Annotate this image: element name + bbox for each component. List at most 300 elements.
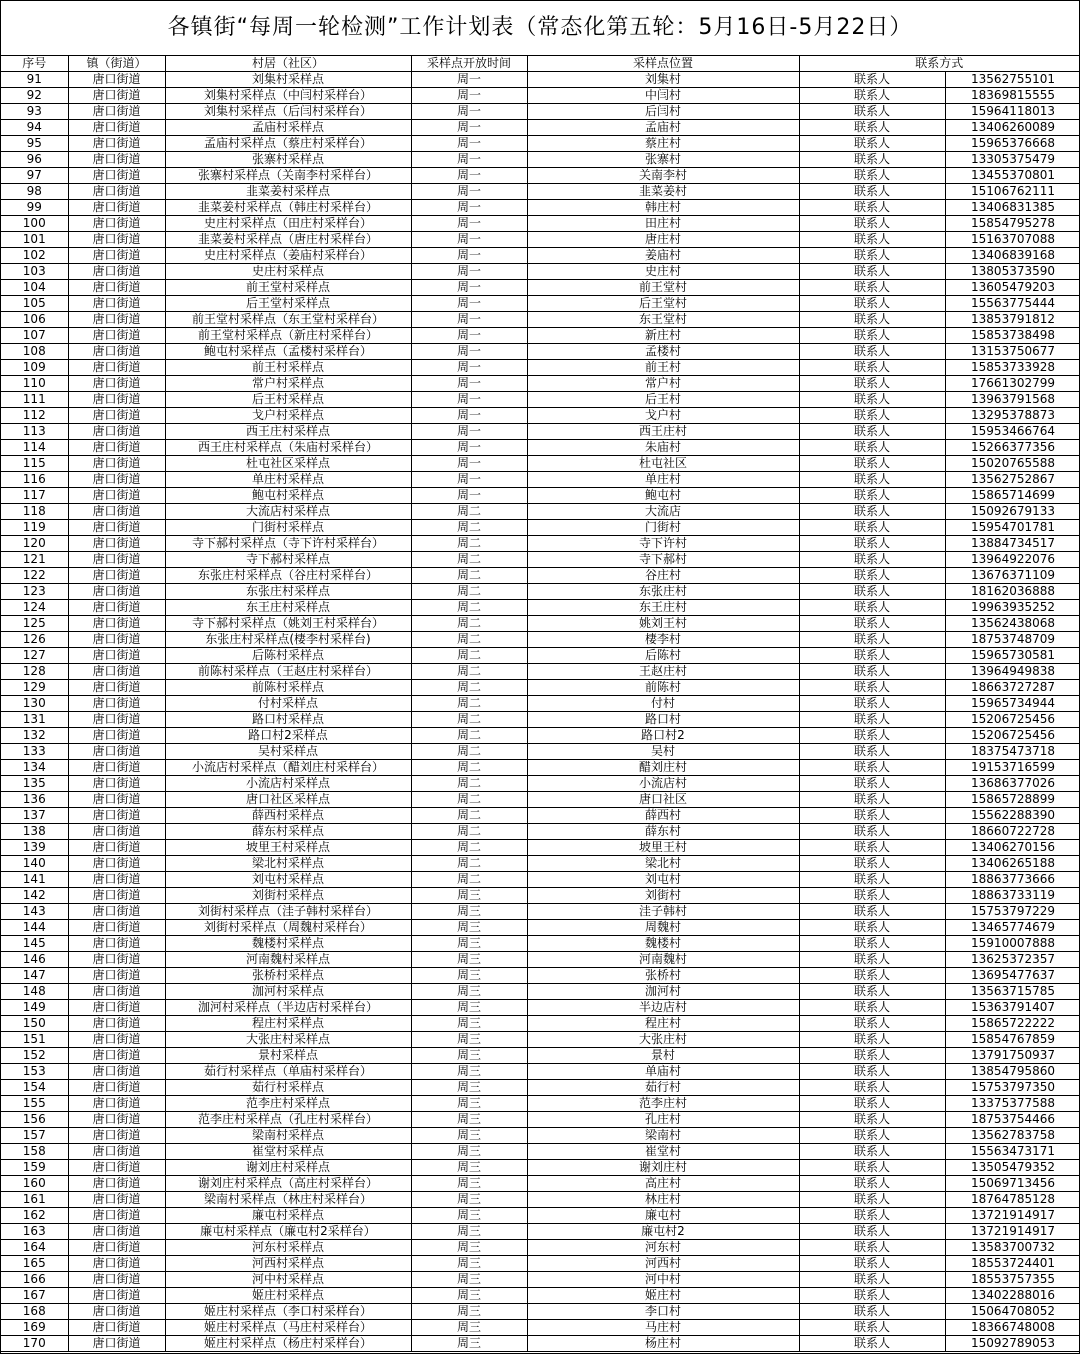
cell-village: 单庄村采样点 <box>165 472 411 488</box>
cell-village: 后王堂村采样点 <box>165 296 411 312</box>
cell-location: 后闫村 <box>527 104 799 120</box>
cell-village: 刘集村采样点 <box>165 72 411 88</box>
cell-location: 常户村 <box>527 376 799 392</box>
cell-village: 史庄村采样点 <box>165 264 411 280</box>
cell-village: 史庄村采样点（姜庙村采样台） <box>165 248 411 264</box>
cell-seq: 119 <box>1 520 68 536</box>
cell-contact: 联系人 <box>799 1144 945 1160</box>
table-row <box>1 808 1079 824</box>
cell-location: 刘街村 <box>527 888 799 904</box>
cell-village: 魏楼村采样点 <box>165 936 411 952</box>
cell-phone: 15092679133 <box>945 504 1079 520</box>
cell-time: 周二 <box>411 536 527 552</box>
table-row <box>1 872 1079 888</box>
cell-contact: 联系人 <box>799 1128 945 1144</box>
table-row <box>1 536 1079 552</box>
cell-time: 周三 <box>411 1048 527 1064</box>
cell-village: 坡里王村采样点 <box>165 840 411 856</box>
cell-time: 周一 <box>411 296 527 312</box>
cell-seq: 106 <box>1 312 68 328</box>
cell-phone: 18753754466 <box>945 1112 1079 1128</box>
cell-town: 唐口街道 <box>68 872 165 888</box>
table-row <box>1 1032 1079 1048</box>
cell-seq: 135 <box>1 776 68 792</box>
table-row <box>1 184 1079 200</box>
cell-time: 周三 <box>411 1080 527 1096</box>
cell-time: 周二 <box>411 504 527 520</box>
cell-contact: 联系人 <box>799 328 945 344</box>
cell-time: 周二 <box>411 648 527 664</box>
cell-village: 西王庄村采样点 <box>165 424 411 440</box>
table-row <box>1 104 1079 120</box>
cell-location: 付村 <box>527 696 799 712</box>
cell-time: 周三 <box>411 1224 527 1240</box>
cell-village: 吴村采样点 <box>165 744 411 760</box>
cell-village: 孟庙村采样点 <box>165 120 411 136</box>
cell-town: 唐口街道 <box>68 152 165 168</box>
cell-phone: 13625372357 <box>945 952 1079 968</box>
cell-location: 后王村 <box>527 392 799 408</box>
table-row <box>1 1112 1079 1128</box>
table-row <box>1 440 1079 456</box>
table-row <box>1 1288 1079 1304</box>
cell-time: 周一 <box>411 360 527 376</box>
table-row <box>1 904 1079 920</box>
cell-contact: 联系人 <box>799 584 945 600</box>
cell-time: 周一 <box>411 72 527 88</box>
cell-phone: 13583700732 <box>945 1240 1079 1256</box>
cell-contact: 联系人 <box>799 920 945 936</box>
cell-location: 张桥村 <box>527 968 799 984</box>
table-row <box>1 72 1079 88</box>
cell-village: 茹行村采样点（单庙村采样台） <box>165 1064 411 1080</box>
cell-village: 韭菜姜村采样点 <box>165 184 411 200</box>
cell-village: 河南魏村采样点 <box>165 952 411 968</box>
table-row <box>1 1160 1079 1176</box>
header-row <box>1 56 1079 72</box>
cell-seq: 165 <box>1 1256 68 1272</box>
cell-time: 周一 <box>411 88 527 104</box>
cell-seq: 156 <box>1 1112 68 1128</box>
cell-village: 大流店村采样点 <box>165 504 411 520</box>
cell-seq: 170 <box>1 1336 68 1352</box>
cell-time: 周三 <box>411 1176 527 1192</box>
cell-location: 寺下许村 <box>527 536 799 552</box>
cell-time: 周三 <box>411 1064 527 1080</box>
cell-seq: 144 <box>1 920 68 936</box>
cell-seq: 110 <box>1 376 68 392</box>
cell-contact: 联系人 <box>799 984 945 1000</box>
cell-location: 东张庄村 <box>527 584 799 600</box>
table-row <box>1 1320 1079 1336</box>
cell-seq: 152 <box>1 1048 68 1064</box>
cell-phone: 13805373590 <box>945 264 1079 280</box>
cell-time: 周二 <box>411 744 527 760</box>
cell-contact: 联系人 <box>799 104 945 120</box>
cell-village: 张桥村采样点 <box>165 968 411 984</box>
cell-town: 唐口街道 <box>68 1272 165 1288</box>
cell-time: 周一 <box>411 232 527 248</box>
cell-contact: 联系人 <box>799 1224 945 1240</box>
cell-village: 梁南村采样点（林庄村采样台） <box>165 1192 411 1208</box>
cell-location: 寺下郝村 <box>527 552 799 568</box>
cell-location: 吴村 <box>527 744 799 760</box>
cell-phone: 17661302799 <box>945 376 1079 392</box>
cell-phone: 15964118013 <box>945 104 1079 120</box>
cell-contact: 联系人 <box>799 1288 945 1304</box>
cell-location: 单庙村 <box>527 1064 799 1080</box>
cell-seq: 148 <box>1 984 68 1000</box>
cell-contact: 联系人 <box>799 1272 945 1288</box>
table-row <box>1 136 1079 152</box>
cell-phone: 13791750937 <box>945 1048 1079 1064</box>
table-row <box>1 200 1079 216</box>
cell-time: 周三 <box>411 1144 527 1160</box>
cell-town: 唐口街道 <box>68 1192 165 1208</box>
table-row <box>1 840 1079 856</box>
table-row <box>1 1016 1079 1032</box>
cell-time: 周一 <box>411 248 527 264</box>
cell-phone: 18863773666 <box>945 872 1079 888</box>
table-row <box>1 216 1079 232</box>
cell-contact: 联系人 <box>799 680 945 696</box>
cell-town: 唐口街道 <box>68 328 165 344</box>
cell-contact: 联系人 <box>799 952 945 968</box>
header-town: 镇（街道） <box>68 56 165 72</box>
cell-contact: 联系人 <box>799 1320 945 1336</box>
cell-village: 张寨村采样点（关南李村采样台） <box>165 168 411 184</box>
cell-time: 周三 <box>411 1256 527 1272</box>
cell-contact: 联系人 <box>799 728 945 744</box>
cell-seq: 117 <box>1 488 68 504</box>
cell-location: 中闫村 <box>527 88 799 104</box>
cell-seq: 128 <box>1 664 68 680</box>
cell-time: 周三 <box>411 1000 527 1016</box>
cell-village: 姬庄村采样点（李口村采样台） <box>165 1304 411 1320</box>
cell-time: 周二 <box>411 616 527 632</box>
cell-phone: 13295378873 <box>945 408 1079 424</box>
cell-phone: 19963935252 <box>945 600 1079 616</box>
cell-phone: 13964922076 <box>945 552 1079 568</box>
cell-village: 前王村采样点 <box>165 360 411 376</box>
cell-village: 大张庄村采样点 <box>165 1032 411 1048</box>
cell-time: 周三 <box>411 968 527 984</box>
cell-seq: 96 <box>1 152 68 168</box>
table-row <box>1 408 1079 424</box>
cell-town: 唐口街道 <box>68 424 165 440</box>
cell-contact: 联系人 <box>799 344 945 360</box>
cell-contact: 联系人 <box>799 632 945 648</box>
table-row <box>1 312 1079 328</box>
cell-seq: 158 <box>1 1144 68 1160</box>
cell-location: 谢刘庄村 <box>527 1160 799 1176</box>
cell-time: 周二 <box>411 584 527 600</box>
cell-town: 唐口街道 <box>68 472 165 488</box>
cell-location: 茹行村 <box>527 1080 799 1096</box>
table-row <box>1 1144 1079 1160</box>
cell-time: 周三 <box>411 904 527 920</box>
cell-town: 唐口街道 <box>68 1016 165 1032</box>
cell-contact: 联系人 <box>799 552 945 568</box>
table-row <box>1 680 1079 696</box>
cell-seq: 162 <box>1 1208 68 1224</box>
cell-phone: 13562752867 <box>945 472 1079 488</box>
cell-town: 唐口街道 <box>68 664 165 680</box>
cell-seq: 125 <box>1 616 68 632</box>
cell-contact: 联系人 <box>799 776 945 792</box>
cell-phone: 13562438068 <box>945 616 1079 632</box>
cell-seq: 154 <box>1 1080 68 1096</box>
cell-seq: 166 <box>1 1272 68 1288</box>
table-row <box>1 1272 1079 1288</box>
cell-location: 崔堂村 <box>527 1144 799 1160</box>
cell-time: 周三 <box>411 1096 527 1112</box>
table-row <box>1 232 1079 248</box>
cell-town: 唐口街道 <box>68 936 165 952</box>
cell-phone: 15865722222 <box>945 1016 1079 1032</box>
cell-location: 东王庄村 <box>527 600 799 616</box>
cell-phone: 15865714699 <box>945 488 1079 504</box>
table-row <box>1 328 1079 344</box>
cell-village: 河中村采样点 <box>165 1272 411 1288</box>
cell-town: 唐口街道 <box>68 1048 165 1064</box>
cell-location: 关南李村 <box>527 168 799 184</box>
cell-time: 周三 <box>411 1128 527 1144</box>
cell-village: 刘街村采样点（洼子韩村采样台） <box>165 904 411 920</box>
cell-seq: 141 <box>1 872 68 888</box>
table-row <box>1 984 1079 1000</box>
cell-phone: 13505479352 <box>945 1160 1079 1176</box>
cell-phone: 13695477637 <box>945 968 1079 984</box>
table-row <box>1 760 1079 776</box>
cell-phone: 15106762111 <box>945 184 1079 200</box>
table-row <box>1 168 1079 184</box>
cell-contact: 联系人 <box>799 872 945 888</box>
cell-contact: 联系人 <box>799 1208 945 1224</box>
table-row <box>1 296 1079 312</box>
cell-village: 前陈村采样点 <box>165 680 411 696</box>
cell-phone: 18663727287 <box>945 680 1079 696</box>
cell-seq: 102 <box>1 248 68 264</box>
cell-phone: 15363791407 <box>945 1000 1079 1016</box>
cell-seq: 167 <box>1 1288 68 1304</box>
cell-phone: 13465774679 <box>945 920 1079 936</box>
cell-contact: 联系人 <box>799 296 945 312</box>
cell-seq: 142 <box>1 888 68 904</box>
cell-phone: 18764785128 <box>945 1192 1079 1208</box>
cell-time: 周一 <box>411 184 527 200</box>
cell-time: 周三 <box>411 1032 527 1048</box>
cell-town: 唐口街道 <box>68 744 165 760</box>
cell-seq: 104 <box>1 280 68 296</box>
cell-phone: 18553724401 <box>945 1256 1079 1272</box>
table-row <box>1 248 1079 264</box>
cell-town: 唐口街道 <box>68 392 165 408</box>
cell-town: 唐口街道 <box>68 888 165 904</box>
cell-village: 后陈村采样点 <box>165 648 411 664</box>
cell-seq: 157 <box>1 1128 68 1144</box>
cell-time: 周一 <box>411 152 527 168</box>
cell-town: 唐口街道 <box>68 680 165 696</box>
cell-time: 周三 <box>411 1112 527 1128</box>
cell-phone: 15092789053 <box>945 1336 1079 1352</box>
cell-village: 刘街村采样点 <box>165 888 411 904</box>
cell-time: 周一 <box>411 104 527 120</box>
cell-location: 鲍屯村 <box>527 488 799 504</box>
cell-seq: 143 <box>1 904 68 920</box>
cell-seq: 121 <box>1 552 68 568</box>
cell-village: 前王堂村采样点 <box>165 280 411 296</box>
cell-seq: 169 <box>1 1320 68 1336</box>
cell-town: 唐口街道 <box>68 312 165 328</box>
cell-phone: 13406265188 <box>945 856 1079 872</box>
cell-time: 周二 <box>411 808 527 824</box>
cell-town: 唐口街道 <box>68 488 165 504</box>
cell-village: 常户村采样点 <box>165 376 411 392</box>
cell-time: 周一 <box>411 280 527 296</box>
cell-seq: 136 <box>1 792 68 808</box>
cell-town: 唐口街道 <box>68 904 165 920</box>
cell-time: 周二 <box>411 712 527 728</box>
cell-town: 唐口街道 <box>68 408 165 424</box>
cell-town: 唐口街道 <box>68 1032 165 1048</box>
cell-seq: 147 <box>1 968 68 984</box>
cell-town: 唐口街道 <box>68 648 165 664</box>
cell-contact: 联系人 <box>799 216 945 232</box>
cell-contact: 联系人 <box>799 72 945 88</box>
cell-phone: 13406831385 <box>945 200 1079 216</box>
cell-time: 周二 <box>411 600 527 616</box>
cell-town: 唐口街道 <box>68 1064 165 1080</box>
cell-phone: 15163707088 <box>945 232 1079 248</box>
table-row <box>1 1336 1079 1352</box>
cell-town: 唐口街道 <box>68 1304 165 1320</box>
cell-contact: 联系人 <box>799 888 945 904</box>
cell-time: 周三 <box>411 1208 527 1224</box>
cell-phone: 15853733928 <box>945 360 1079 376</box>
table-row <box>1 824 1079 840</box>
cell-seq: 108 <box>1 344 68 360</box>
cell-town: 唐口街道 <box>68 856 165 872</box>
cell-phone: 13676371109 <box>945 568 1079 584</box>
cell-contact: 联系人 <box>799 600 945 616</box>
cell-village: 梁北村采样点 <box>165 856 411 872</box>
cell-time: 周一 <box>411 344 527 360</box>
table-row <box>1 792 1079 808</box>
cell-location: 孔庄村 <box>527 1112 799 1128</box>
cell-phone: 13721914917 <box>945 1208 1079 1224</box>
cell-contact: 联系人 <box>799 280 945 296</box>
cell-village: 戈户村采样点 <box>165 408 411 424</box>
cell-time: 周二 <box>411 696 527 712</box>
table-row <box>1 424 1079 440</box>
table-row <box>1 648 1079 664</box>
cell-location: 西王庄村 <box>527 424 799 440</box>
table-row <box>1 1192 1079 1208</box>
cell-town: 唐口街道 <box>68 1112 165 1128</box>
cell-village: 前陈村采样点（王赵庄村采样台） <box>165 664 411 680</box>
cell-seq: 109 <box>1 360 68 376</box>
cell-phone: 13455370801 <box>945 168 1079 184</box>
cell-location: 田庄村 <box>527 216 799 232</box>
cell-location: 姜庙村 <box>527 248 799 264</box>
cell-phone: 15562288390 <box>945 808 1079 824</box>
cell-seq: 168 <box>1 1304 68 1320</box>
cell-contact: 联系人 <box>799 840 945 856</box>
cell-contact: 联系人 <box>799 1176 945 1192</box>
cell-time: 周三 <box>411 1160 527 1176</box>
cell-seq: 126 <box>1 632 68 648</box>
cell-time: 周一 <box>411 488 527 504</box>
cell-time: 周三 <box>411 1272 527 1288</box>
cell-seq: 137 <box>1 808 68 824</box>
cell-contact: 联系人 <box>799 760 945 776</box>
cell-contact: 联系人 <box>799 504 945 520</box>
header-seq: 序号 <box>1 56 68 72</box>
cell-contact: 联系人 <box>799 408 945 424</box>
cell-location: 孟楼村 <box>527 344 799 360</box>
cell-seq: 120 <box>1 536 68 552</box>
table-row <box>1 1176 1079 1192</box>
cell-time: 周三 <box>411 936 527 952</box>
cell-village: 范李庄村采样点（孔庄村采样台） <box>165 1112 411 1128</box>
cell-town: 唐口街道 <box>68 264 165 280</box>
cell-contact: 联系人 <box>799 712 945 728</box>
cell-location: 河西村 <box>527 1256 799 1272</box>
cell-town: 唐口街道 <box>68 696 165 712</box>
table-row <box>1 616 1079 632</box>
cell-contact: 联系人 <box>799 376 945 392</box>
cell-location: 半边店村 <box>527 1000 799 1016</box>
cell-location: 谷庄村 <box>527 568 799 584</box>
cell-time: 周一 <box>411 136 527 152</box>
cell-seq: 122 <box>1 568 68 584</box>
cell-seq: 159 <box>1 1160 68 1176</box>
cell-contact: 联系人 <box>799 1064 945 1080</box>
cell-seq: 107 <box>1 328 68 344</box>
cell-phone: 13562783758 <box>945 1128 1079 1144</box>
header-location: 采样点位置 <box>527 56 799 72</box>
table-row <box>1 360 1079 376</box>
table-row <box>1 568 1079 584</box>
cell-town: 唐口街道 <box>68 168 165 184</box>
cell-village: 东张庄村采样点（谷庄村采样台） <box>165 568 411 584</box>
cell-town: 唐口街道 <box>68 520 165 536</box>
cell-location: 门街村 <box>527 520 799 536</box>
cell-phone: 15865728899 <box>945 792 1079 808</box>
cell-time: 周一 <box>411 472 527 488</box>
cell-village: 廉屯村采样点（廉屯村2采样台） <box>165 1224 411 1240</box>
cell-town: 唐口街道 <box>68 920 165 936</box>
cell-contact: 联系人 <box>799 1112 945 1128</box>
table-row <box>1 888 1079 904</box>
cell-contact: 联系人 <box>799 1096 945 1112</box>
cell-seq: 161 <box>1 1192 68 1208</box>
cell-town: 唐口街道 <box>68 616 165 632</box>
cell-seq: 153 <box>1 1064 68 1080</box>
cell-seq: 105 <box>1 296 68 312</box>
cell-village: 茹行村采样点 <box>165 1080 411 1096</box>
cell-seq: 111 <box>1 392 68 408</box>
cell-town: 唐口街道 <box>68 456 165 472</box>
cell-location: 姚刘王村 <box>527 616 799 632</box>
cell-phone: 13153750677 <box>945 344 1079 360</box>
cell-time: 周三 <box>411 1320 527 1336</box>
cell-time: 周二 <box>411 632 527 648</box>
cell-contact: 联系人 <box>799 1016 945 1032</box>
cell-location: 单庄村 <box>527 472 799 488</box>
cell-town: 唐口街道 <box>68 72 165 88</box>
